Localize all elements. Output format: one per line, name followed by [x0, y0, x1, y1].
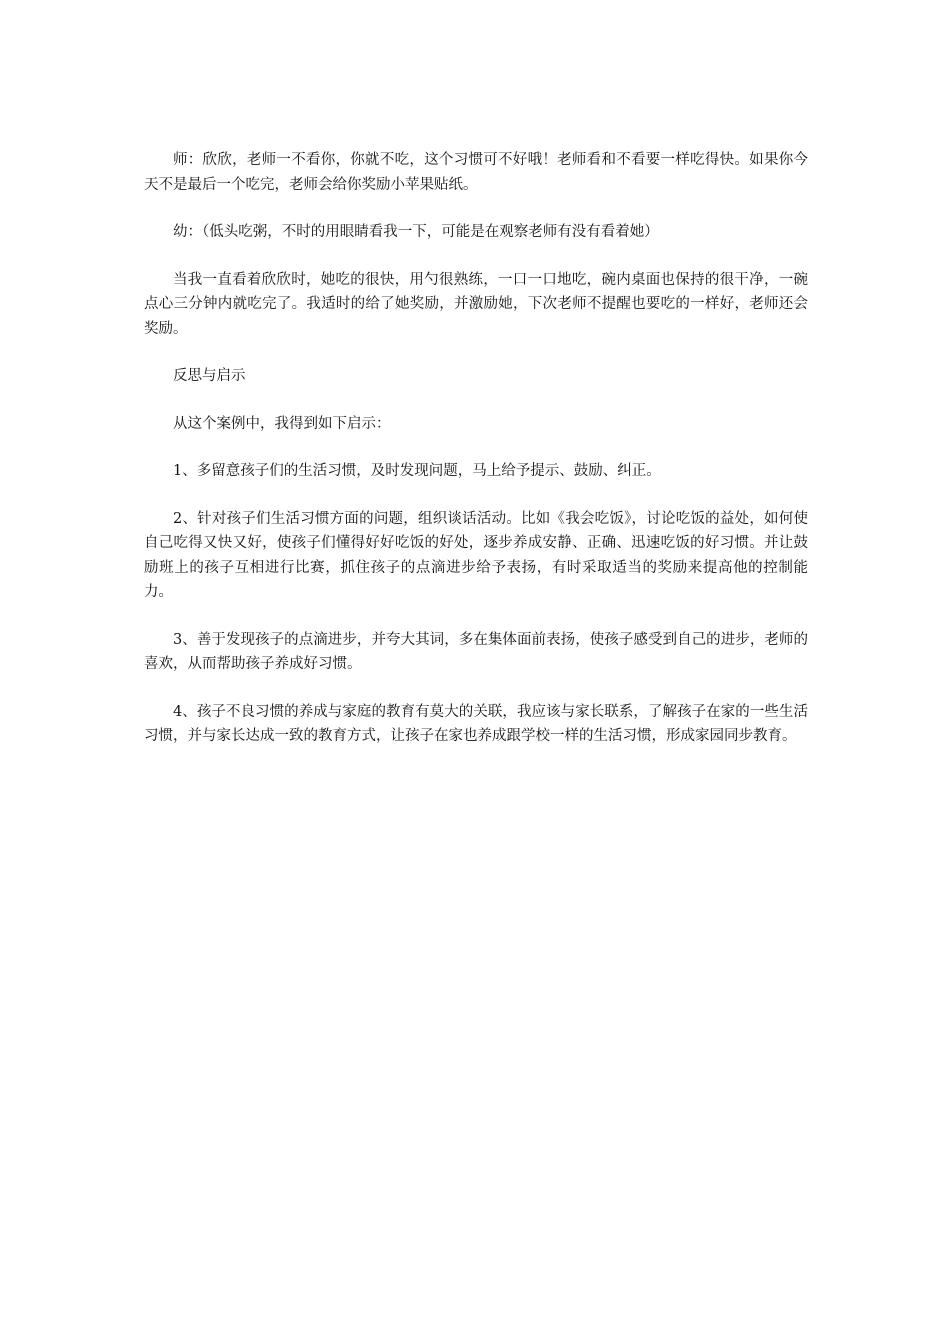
child-response-paragraph: 幼：（低头吃粥，不时的用眼睛看我一下，可能是在观察老师有没有看着她）	[173, 224, 659, 240]
observation-paragraph: 当我一直看着欣欣时，她吃的很快，用勺很熟练，一口一口地吃，碗内桌面也保持的很干净，一碗点心三分钟内就吃完了。我适时的给了她奖励，并激励她，下次老师不提醒也要吃的一样好，老师还会奖励。	[144, 271, 808, 337]
teacher-dialogue-paragraph: 师：欣欣，老师一不看你，你就不吃，这个习惯可不好哦！老师看和不看要一样吃得快。如果你今天不是最后一个吃完，老师会给你奖励小苹果贴纸。	[144, 152, 808, 193]
insight-item-3: 3、善于发现孩子的点滴进步，并夸大其词，多在集体面前表扬，使孩子感受到自己的进步，老师的喜欢，从而帮助孩子养成好习惯。	[144, 631, 808, 672]
insights-intro-paragraph: 从这个案例中，我得到如下启示：	[173, 415, 391, 432]
insight-item-2: 2、针对孩子们生活习惯方面的问题，组织谈话活动。比如《我会吃饭》，讨论吃饭的益处，如何使自己吃得又快又好，使孩子们懂得好好吃饭的好处，逐步养成安静、正确、迅速吃饭的好习惯。并让鼓励班上的孩子互相进行比赛，抓住孩子的点滴进步给予表扬，有时采取适当的奖励来提高他的控制能力。	[144, 510, 808, 600]
insight-item-1: 1、多留意孩子们的生活习惯，及时发现问题，马上给予提示、鼓励、纠正。	[173, 463, 661, 479]
insight-item-4: 4、孩子不良习惯的养成与家庭的教育有莫大的关联，我应该与家长联系，了解孩子在家的一些生活习惯，并与家长达成一致的教育方式，让孩子在家也养成跟学校一样的生活习惯，形成家园同步教育。	[144, 703, 808, 744]
document-body	[144, 148, 808, 772]
section-heading-reflection: 反思与启示	[173, 368, 246, 384]
